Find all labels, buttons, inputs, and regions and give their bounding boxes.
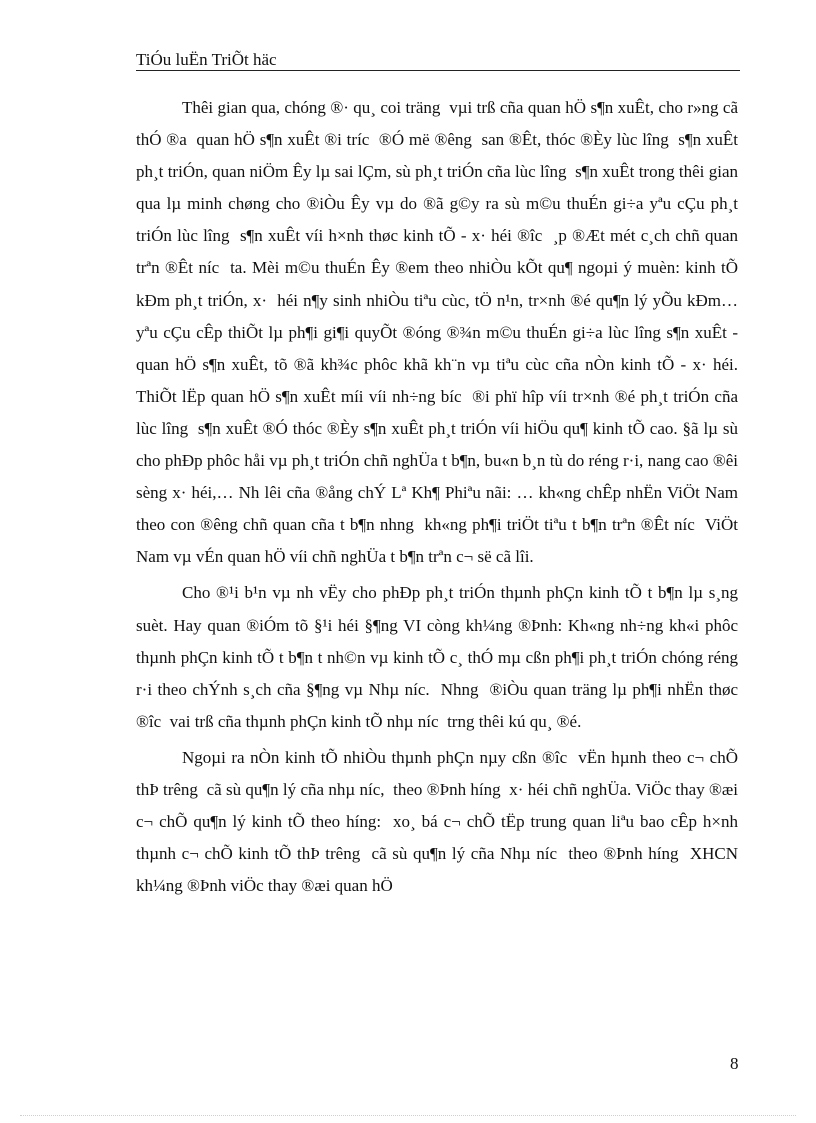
page-header-title: TiÓu luËn TriÕt häc bbox=[136, 50, 277, 69]
header-rule bbox=[136, 70, 740, 71]
body-text bbox=[136, 92, 743, 906]
paragraph-3: Ngoµi ra nÒn kinh tÕ nhiÒu thµnh phÇn nµy cßn ®îc vËn hµnh theo c¬ chÕ thÞ trêng cã sù qu¶n lý cña nhµ níc, theo ®Þnh híng x· héi chñ nghÜa. ViÖc thay ®æi c¬ chÕ qu¶n lý kinh tÕ theo híng: xo¸ bá c¬ chÕ tËp trung quan liªu bao cÊp h×nh thµnh c¬ chÕ kinh tÕ thÞ trêng cã sù qu¶n lý cña Nhµ níc theo ®Þnh híng XHCN kh¼ng ®Þnh viÖc thay ®æi quan hÖ bbox=[136, 747, 743, 896]
footer-rule bbox=[20, 1115, 796, 1116]
paragraph-2: Cho ®¹i b¹n vµ nh vËy cho phÐp ph¸t triÓn thµnh phÇn kinh tÕ t b¶n lµ s¸ng suèt. Hay quan ®iÓm tõ §¹i héi §¶ng VI còng kh¼ng ®Þnh: Kh«ng nh÷ng kh«i phôc thµnh phÇn kinh tÕ t b¶n t nh©n vµ kinh tÕ c¸ thÓ mµ cßn ph¶i ph¸t triÓn chóng réng r·i theo chÝnh s¸ch cña §¶ng vµ Nhµ níc. Nhng ®iÒu quan träng lµ ph¶i nhËn thøc ®îc vai trß cña thµnh phÇn kinh tÕ nhµ níc trng thêi kú qu¸ ®é. bbox=[136, 583, 743, 731]
page-number: 8 bbox=[730, 1054, 739, 1073]
paragraph-1: Thêi gian qua, chóng ®· qu¸ coi träng vµi trß cña quan hÖ s¶n xuÊt, cho r»ng cã thÓ ®a quan hÖ s¶n xuÊt ®i tríc ®Ó më ®êng san ®Êt, thóc ®Èy lùc lîng s¶n xuÊt ph¸t triÓn, quan niÖm Êy lµ sai lÇm, sù ph¸t triÓn cña lùc lîng s¶n xuÊt trong thêi gian qua lµ minh chøng cho ®iÒu Êy vµ do ®ã g©y ra sù m©u thuÉn gi÷a yªu cÇu ph¸t triÓn lùc lîng s¶n xuÊt víi h×nh thøc kinh tÕ - x· héi ®îc ¸p ®Æt mét c¸ch chñ quan trªn ®Êt níc ta. Mèi m©u thuÉn Êy ®em theo nhiÒu kÕt qu¶ ngoµi ý muèn: kinh tÕ kÐm ph¸t triÓn, x· héi n¶y sinh nhiÒu tiªu cùc, tÖ n¹n, tr×nh ®é qu¶n lý yÕu kÐm… yªu cÇu cÊp thiÕt lµ ph¶i gi¶i quyÕt ®óng ®¾n m©u thuÉn gi÷a lùc lîng s¶n xuÊt - quan hÖ s¶n xuÊt, tõ ®ã kh¾c phôc khã kh¨n vµ tiªu cùc cña nÒn kinh tÕ - x· héi. ThiÕt lËp quan hÖ s¶n xuÊt míi víi nh÷ng bíc ®i phï hîp víi tr×nh ®é ph¸t triÓn cña lùc lîng s¶n xuÊt ®Ó thóc ®Èy s¶n xuÊt ph¸t triÓn víi hiÖu qu¶ kinh tÕ cao. §ã lµ sù cho phÐp phôc håi vµ ph¸t triÓn chñ nghÜa t b¶n, bu«n b¸n tù do réng r·i, nang cao ®êi sèng x· héi,… Nh lêi cña ®ång chÝ Lª Kh¶ Phiªu nãi: … kh«ng chÊp nhËn ViÖt Nam theo con ®êng chñ quan cña t b¶n nhng kh«ng ph¶i triÖt tiªu t b¶n trªn ®Êt níc ViÖt Nam vµ vÉn quan hÖ víi chñ nghÜa t b¶n trªn c¬ së cã lîi. bbox=[136, 98, 743, 567]
